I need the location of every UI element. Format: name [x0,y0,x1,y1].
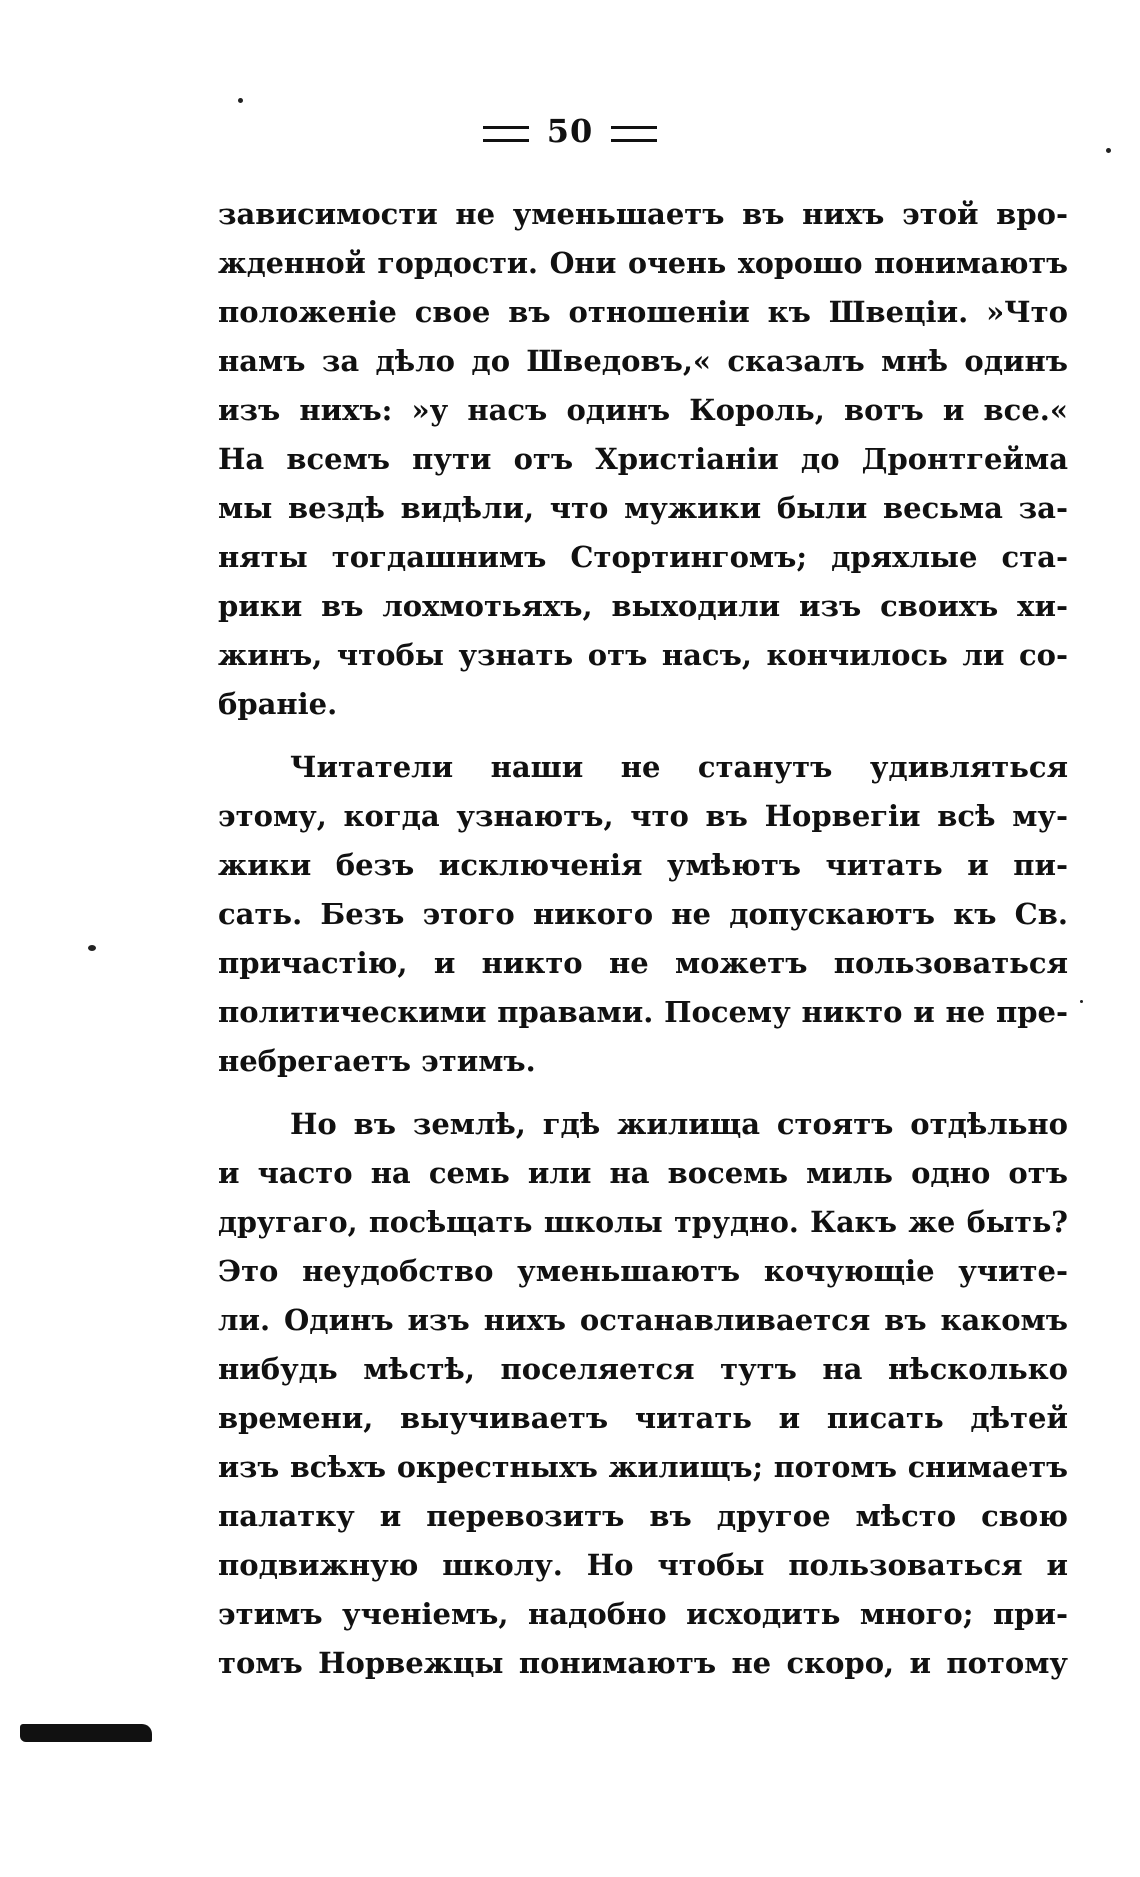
text-line: мы вездѣ видѣли, что мужики были весьма за- [218,491,1068,525]
text-line: Но въ землѣ, гдѣ жилища стоятъ отдѣльно [290,1107,1068,1141]
text-line: жинъ, чтобы узнать отъ насъ, кончилось ли со- [218,638,1068,672]
text-line: времени, выучиваетъ читать и писать дѣтей [218,1401,1068,1435]
text-line: подвижную школу. Но чтобы пользоваться и [218,1548,1068,1582]
text-line: политическими правами. Посему никто и не пре- [218,995,1068,1029]
text-line: Это неудобство уменьшаютъ кочующіе учите- [218,1254,1068,1288]
text-line: намъ за дѣло до Шведовъ,« сказалъ мнѣ одинъ [218,344,1068,378]
text-line: жики безъ исключенія умѣютъ читать и пи- [218,848,1068,882]
text-line: другаго, посѣщать школы трудно. Какъ же быть? [218,1205,1068,1239]
text-line: причастію, и никто не можетъ пользоваться [218,946,1068,980]
text-line: няты тогдашнимъ Стортингомъ; дряхлые ста- [218,540,1068,574]
text-line: рики въ лохмотьяхъ, выходили изъ своихъ хи- [218,589,1068,623]
text-line: На всемъ пути отъ Христіаніи до Дронтгейма [218,442,1068,476]
text-line: томъ Норвежцы понимаютъ не скоро, и потому [218,1646,1068,1680]
ink-speck [1080,1000,1083,1003]
page-number: 50 [546,112,594,150]
text-line: небрегаетъ этимъ. [218,1044,536,1078]
text-line: браніе. [218,687,338,721]
body-text [218,190,1068,1688]
text-line: сать. Безъ этого никого не допускаютъ къ Св. [218,897,1068,931]
text-line: ли. Одинъ изъ нихъ останавливается въ какомъ [218,1303,1068,1337]
text-line: палатку и перевозитъ въ другое мѣсто свою [218,1499,1068,1533]
text-line: нибудь мѣстѣ, поселяется тутъ на нѣсколько [218,1352,1068,1386]
text-line: зависимости не уменьшаетъ въ нихъ этой вро- [218,197,1068,231]
header-rule-left [483,126,529,142]
text-line: жденной гордости. Они очень хорошо понимаютъ [218,246,1068,280]
header-rule-right [611,126,657,142]
text-line: положеніе свое въ отношеніи къ Швеціи. »Что [218,295,1068,329]
text-line: этому, когда узнаютъ, что въ Норвегіи всѣ му- [218,799,1068,833]
text-line: Читатели наши не станутъ удивляться [290,750,1068,784]
page-header [0,112,1140,150]
text-line: изъ нихъ: »у насъ одинъ Король, вотъ и все.« [218,393,1068,427]
ink-speck [1106,148,1111,153]
text-line: этимъ ученіемъ, надобно исходить много; при- [218,1597,1068,1631]
ink-speck [88,945,96,951]
ink-stain [20,1724,152,1742]
text-line: и часто на семь или на восемь миль одно отъ [218,1156,1068,1190]
ink-speck [238,98,243,103]
text-line: изъ всѣхъ окрестныхъ жилищъ; потомъ снимаетъ [218,1450,1068,1484]
